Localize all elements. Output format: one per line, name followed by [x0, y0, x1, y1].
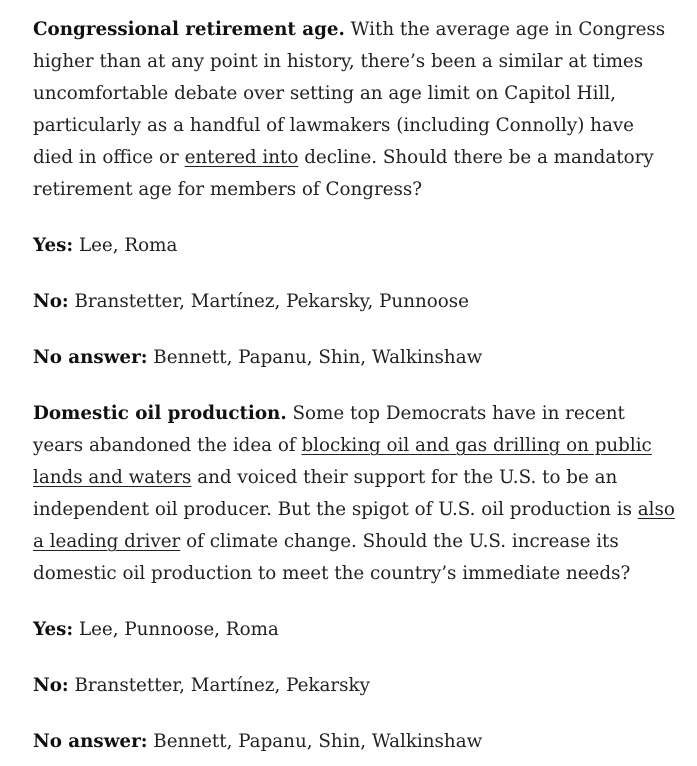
entered-into-link[interactable]: entered into: [184, 147, 299, 168]
domestic-oil-text-3: of climate change. Should the U.S. increase its domestic oil production to meet the country’s immediate needs?: [33, 531, 631, 584]
no-label: No:: [33, 291, 69, 312]
retirement-age-heading: Congressional retirement age.: [33, 19, 345, 40]
retirement-age-no-votes: [33, 286, 677, 318]
no-answer-names: Bennett, Papanu, Shin, Walkinshaw: [147, 731, 483, 752]
section-retirement-age: [33, 14, 677, 374]
domestic-oil-heading: Domestic oil production.: [33, 403, 287, 424]
domestic-oil-no-answer: [33, 726, 677, 758]
blocking-oil-drilling-link[interactable]: blocking oil and gas drilling on public lands and waters: [33, 435, 652, 488]
yes-names: Lee, Punnoose, Roma: [73, 619, 279, 640]
yes-label: Yes:: [33, 235, 74, 256]
retirement-age-text-1: With the average age in Congress higher than at any point in history, there’s been a similar at times uncomfortable debate over setting an age limit on Capitol Hill, particularly as a handful of lawmakers (including Connolly) have died in office or: [33, 19, 666, 168]
domestic-oil-paragraph: [33, 398, 677, 590]
no-label: No:: [33, 675, 69, 696]
domestic-oil-yes-votes: [33, 614, 677, 646]
retirement-age-yes-votes: [33, 230, 677, 262]
yes-names: Lee, Roma: [73, 235, 178, 256]
yes-label: Yes:: [33, 619, 74, 640]
no-answer-label: No answer:: [33, 347, 148, 368]
no-answer-label: No answer:: [33, 731, 148, 752]
retirement-age-paragraph: [33, 14, 677, 206]
leading-driver-link[interactable]: also a leading driver: [33, 499, 675, 552]
no-answer-names: Bennett, Papanu, Shin, Walkinshaw: [147, 347, 483, 368]
retirement-age-text-2: decline. Should there be a mandatory retirement age for members of Congress?: [33, 147, 654, 200]
no-names: Branstetter, Martínez, Pekarsky, Punnoose: [68, 291, 469, 312]
domestic-oil-no-votes: [33, 670, 677, 702]
section-domestic-oil: [33, 398, 677, 758]
retirement-age-no-answer: [33, 342, 677, 374]
domestic-oil-text-1: Some top Democrats have in recent years abandoned the idea of: [33, 403, 625, 456]
no-names: Branstetter, Martínez, Pekarsky: [68, 675, 370, 696]
domestic-oil-text-2: and voiced their support for the U.S. to be an independent oil producer. But the spigot of U.S. oil production is: [33, 467, 638, 520]
